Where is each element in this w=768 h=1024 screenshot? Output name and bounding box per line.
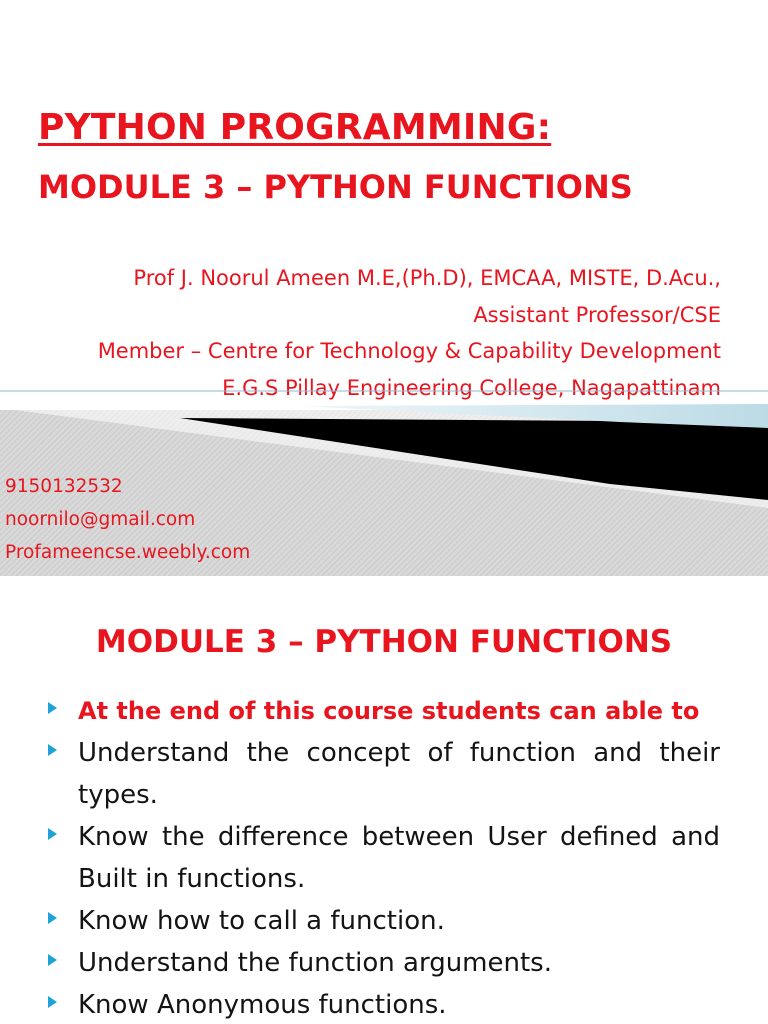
- contact-website: Profameencse.weebly.com: [5, 542, 251, 563]
- blue-triangle-bullet-icon: [48, 912, 57, 924]
- list-item: [48, 984, 720, 1024]
- blue-triangle-bullet-icon: [48, 996, 57, 1008]
- blue-triangle-bullet-icon: [48, 744, 57, 756]
- bullet-text: Know Anonymous functions.: [78, 990, 447, 1020]
- objectives-slide: [0, 586, 768, 1024]
- list-item: [48, 816, 720, 900]
- blue-triangle-bullet-icon: [48, 702, 57, 714]
- list-item: [48, 732, 720, 816]
- bullet-text: Know the difference between User defined and Built in functions.: [78, 822, 720, 894]
- blue-triangle-bullet-icon: [48, 828, 57, 840]
- author-college-line: E.G.S Pillay Engineering College, Nagapattinam: [222, 375, 721, 400]
- bullet-text: Understand the function arguments.: [78, 948, 552, 978]
- slide-subtitle: MODULE 3 – PYTHON FUNCTIONS: [38, 168, 633, 206]
- contact-phone: 9150132532: [5, 476, 123, 497]
- contact-email: noornilo@gmail.com: [5, 509, 196, 530]
- slide-title: MODULE 3 – PYTHON FUNCTIONS: [95, 624, 673, 660]
- author-block: [98, 260, 721, 406]
- list-item: [48, 942, 720, 984]
- list-item: [48, 900, 720, 942]
- author-name-line: Prof J. Noorul Ameen M.E,(Ph.D), EMCAA, MISTE, D.Acu.,: [133, 266, 721, 290]
- bullet-text: Know how to call a function.: [78, 906, 445, 936]
- contact-block: [5, 470, 250, 569]
- blue-triangle-bullet-icon: [48, 954, 57, 966]
- bullet-text: At the end of this course students can able to: [78, 697, 700, 725]
- author-role-line: Assistant Professor/CSE: [473, 302, 721, 327]
- author-membership-line: Member – Centre for Technology & Capability Development: [97, 339, 721, 363]
- bullet-text: Understand the concept of function and their types.: [78, 738, 720, 810]
- slide-title: PYTHON PROGRAMMING:: [38, 107, 552, 148]
- list-item: [48, 690, 720, 732]
- bullet-list: [48, 690, 720, 1024]
